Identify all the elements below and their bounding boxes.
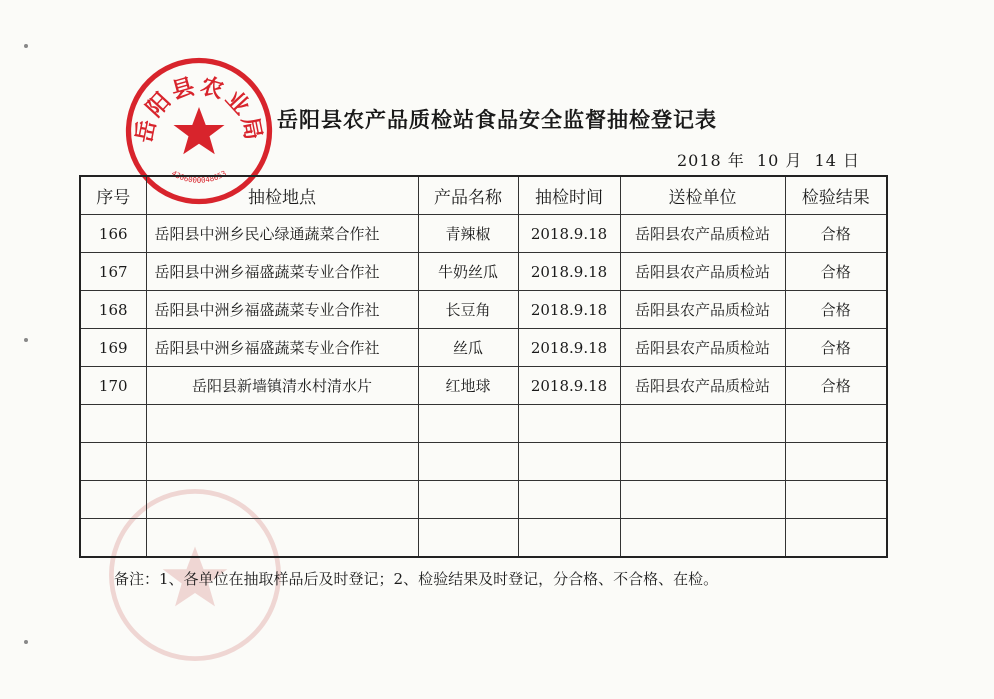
empty-table-row	[80, 443, 887, 481]
cell-test-result: 合格	[785, 253, 887, 291]
cell-test-result: 合格	[785, 367, 887, 405]
document-date: 2018 年 10 月 14 日	[676, 151, 860, 170]
header-inspection-time: 抽检时间	[518, 176, 620, 215]
empty-table-row	[80, 481, 887, 519]
header-serial-number: 序号	[80, 176, 146, 215]
empty-table-row	[80, 405, 887, 443]
cell-serial-number: 167	[80, 253, 146, 291]
table-header-row	[80, 176, 887, 215]
seal-code: 4306000048053	[170, 168, 228, 185]
cell-serial-number: 166	[80, 215, 146, 253]
cell-serial-number: 168	[80, 291, 146, 329]
cell-test-result: 合格	[785, 215, 887, 253]
cell-inspection-place: 岳阳县中洲乡福盛蔬菜专业合作社	[146, 329, 418, 367]
cell-product-name: 牛奶丝瓜	[418, 253, 518, 291]
empty-table-row	[80, 519, 887, 558]
cell-product-name: 青辣椒	[418, 215, 518, 253]
cell-inspection-time: 2018.9.18	[518, 367, 620, 405]
binding-hole	[24, 640, 28, 644]
header-inspection-place: 抽检地点	[146, 176, 418, 215]
binding-hole	[24, 338, 28, 342]
inspection-register-table	[79, 175, 888, 558]
table-row	[80, 291, 887, 329]
cell-inspection-place: 岳阳县新墙镇清水村清水片	[146, 367, 418, 405]
table-row	[80, 329, 887, 367]
cell-submitting-unit: 岳阳县农产品质检站	[620, 367, 785, 405]
cell-submitting-unit: 岳阳县农产品质检站	[620, 291, 785, 329]
header-test-result: 检验结果	[785, 176, 887, 215]
cell-inspection-time: 2018.9.18	[518, 291, 620, 329]
cell-product-name: 丝瓜	[418, 329, 518, 367]
cell-inspection-place: 岳阳县中洲乡民心绿通蔬菜合作社	[146, 215, 418, 253]
header-product-name: 产品名称	[418, 176, 518, 215]
cell-inspection-place: 岳阳县中洲乡福盛蔬菜专业合作社	[146, 291, 418, 329]
cell-test-result: 合格	[785, 291, 887, 329]
cell-submitting-unit: 岳阳县农产品质检站	[620, 215, 785, 253]
footnote-remarks: 备注：1、各单位在抽取样品后及时登记；2、检验结果及时登记，分合格、不合格、在检。	[114, 570, 719, 588]
table-row	[80, 367, 887, 405]
cell-inspection-place: 岳阳县中洲乡福盛蔬菜专业合作社	[146, 253, 418, 291]
cell-inspection-time: 2018.9.18	[518, 253, 620, 291]
seal-text: 岳阳县农业局	[131, 72, 267, 145]
cell-inspection-time: 2018.9.18	[518, 329, 620, 367]
cell-serial-number: 169	[80, 329, 146, 367]
cell-product-name: 红地球	[418, 367, 518, 405]
cell-submitting-unit: 岳阳县农产品质检站	[620, 253, 785, 291]
binding-hole	[24, 44, 28, 48]
cell-serial-number: 170	[80, 367, 146, 405]
cell-test-result: 合格	[785, 329, 887, 367]
table-row	[80, 253, 887, 291]
cell-inspection-time: 2018.9.18	[518, 215, 620, 253]
table-row	[80, 215, 887, 253]
header-submitting-unit: 送检单位	[620, 176, 785, 215]
cell-submitting-unit: 岳阳县农产品质检站	[620, 329, 785, 367]
cell-product-name: 长豆角	[418, 291, 518, 329]
page-title: 岳阳县农产品质检站食品安全监督抽检登记表	[277, 108, 717, 132]
